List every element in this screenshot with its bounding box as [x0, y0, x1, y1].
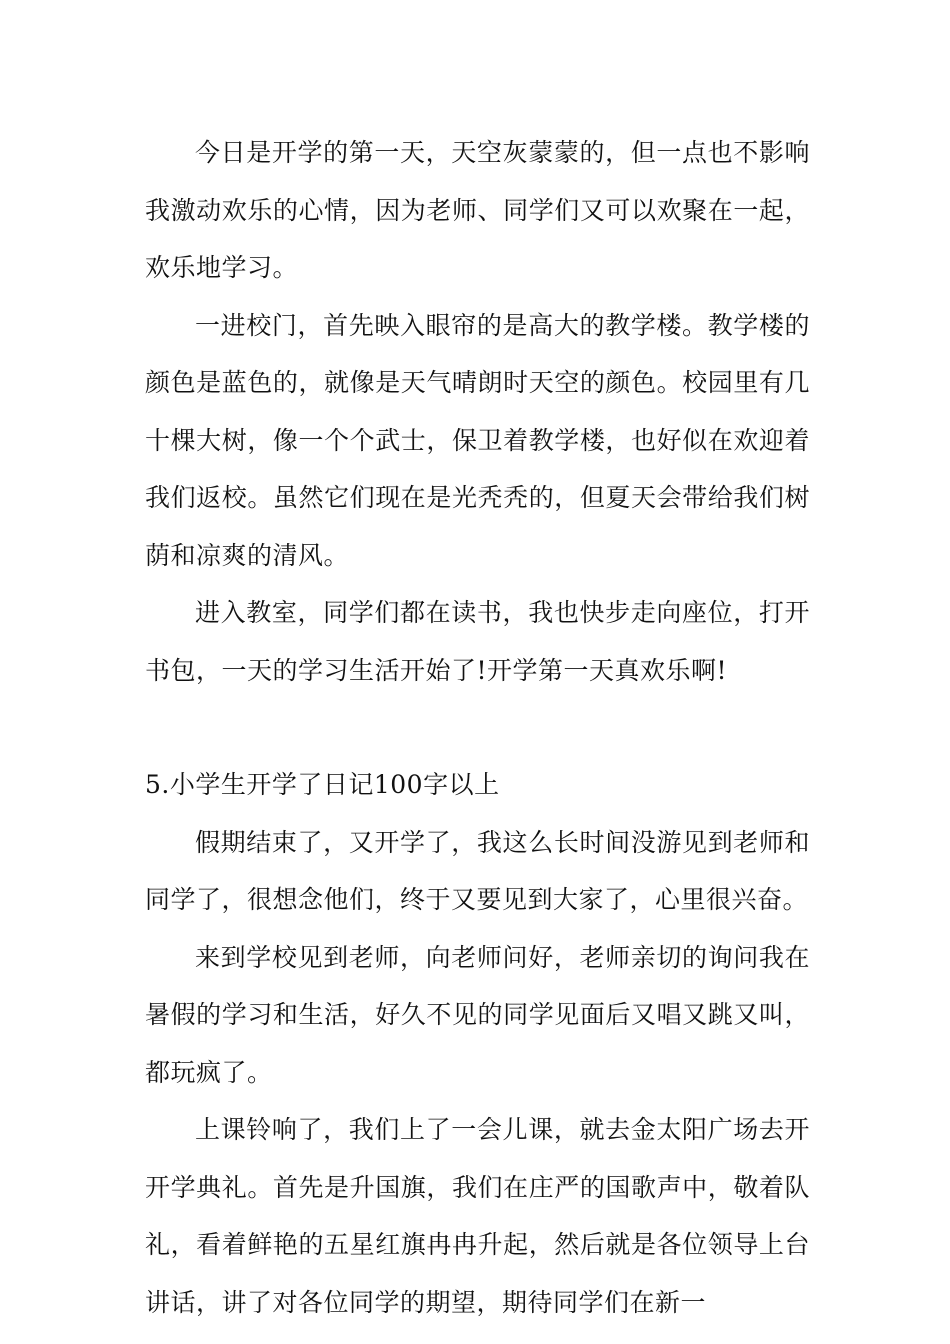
- paragraph: 一进校门，首先映入眼帘的是高大的教学楼。教学楼的颜色是蓝色的，就像是天气晴朗时天空的颜色。校园里有几十棵大树，像一个个武士，保卫着教学楼，也好似在欢迎着我们返校。虽然它们现在是光秃秃的，但夏天会带给我们树荫和凉爽的清风。: [145, 310, 810, 570]
- paragraph: 来到学校见到老师，向老师问好，老师亲切的询问我在暑假的学习和生活，好久不见的同学见面后又唱又跳又叫，都玩疯了。: [145, 942, 810, 1087]
- paragraph: 进入教室，同学们都在读书，我也快步走向座位，打开书包，一天的学习生活开始了!开学第一天真欢乐啊!: [145, 598, 810, 685]
- paragraph: 假期结束了，又开学了，我这么长时间没游见到老师和同学了，很想念他们，终于又要见到大家了，心里很兴奋。: [145, 827, 810, 914]
- paragraph: 上课铃响了，我们上了一会儿课，就去金太阳广场去开开学典礼。首先是升国旗，我们在庄严的国歌声中，敬着队礼，看着鲜艳的五星红旗冉冉升起，然后就是各位领导上台讲话，讲了对各位同学的期望，期待同学们在新一: [145, 1115, 810, 1317]
- paragraph: 今日是开学的第一天，天空灰蒙蒙的，但一点也不影响我激动欢乐的心情，因为老师、同学们又可以欢聚在一起，欢乐地学习。: [145, 138, 810, 282]
- document-body: [145, 124, 810, 1331]
- section-heading: 5.小学生开学了日记100字以上: [145, 770, 500, 799]
